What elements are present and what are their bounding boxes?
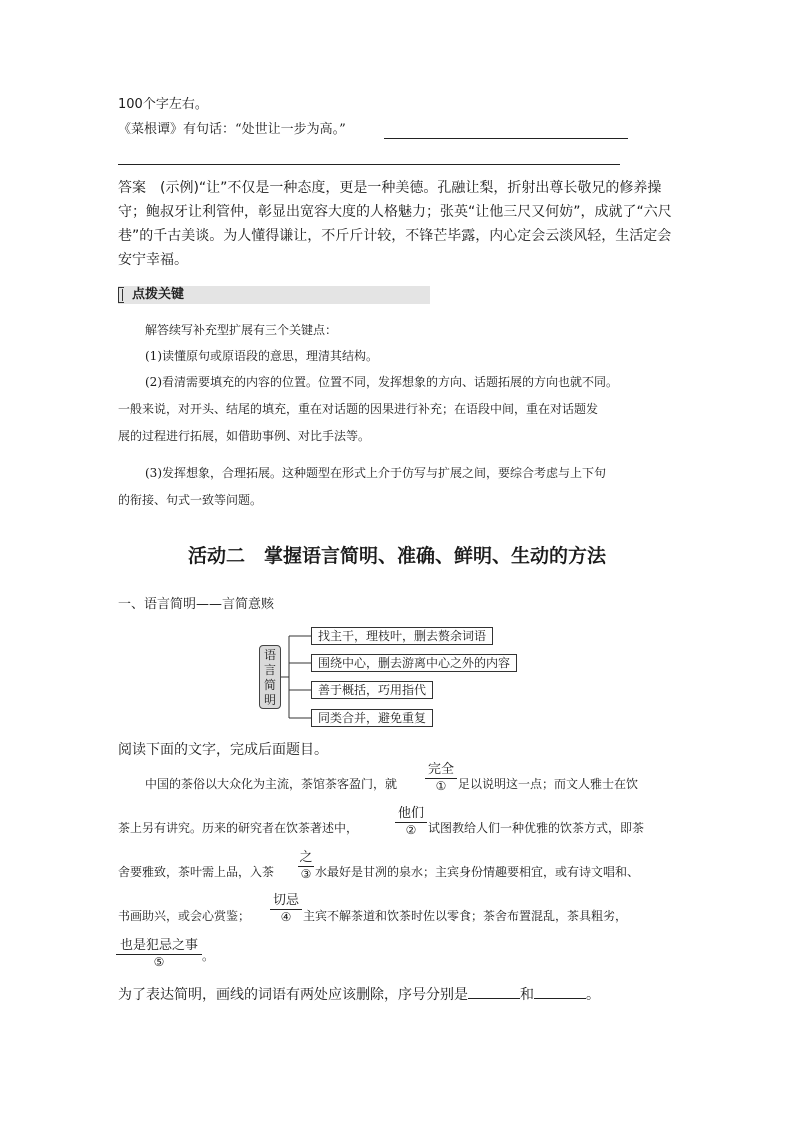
passage-line: 水最好是甘冽的泉水；主宾身份情趣要相宜，或有诗文唱和、 [315,865,640,879]
activity-heading: 活动二 掌握语言简明、准确、鲜明、生动的方法 [187,545,606,567]
underlined-word [395,806,427,838]
question [118,984,600,1005]
tip-2c: 展的过程进行拓展，如借助事例、对比手法等。 [118,429,371,443]
word-number: ⑤ [153,955,165,969]
underlined-word-text: 他们 [395,806,427,823]
diagram-center-box [259,645,281,709]
word-number: ② [405,823,417,837]
underlined-word-text: 之 [299,850,313,865]
tip-3a: (3)发挥想象，合理拓展。这种题型在形式上介于仿写与扩展之间，要综合考虑与上下句 [145,466,607,480]
answer-blank-2[interactable] [534,984,586,999]
passage-line: 试图教给人们一种优雅的饮茶方式，即茶 [428,821,645,835]
passage-end: 。 [202,949,215,963]
word-number: ① [435,779,447,793]
word-number: ③ [300,867,312,881]
quote-line: 《菜根谭》有句话：“处世让一步为高。” [118,122,346,137]
sub-heading: 一、语言简明——言简意赅 [118,597,275,612]
passage-line: 书画助兴，或会心赏鉴； [118,909,251,923]
passage-line: 舍要雅致，茶叶需上品，入茶 [118,865,275,879]
underlined-word [425,762,457,794]
diagram-center-char: 言 [263,663,276,677]
continued-text: 100个字左右。 [118,97,208,112]
question-text: 为了表达简明，画线的词语有两处应该删除，序号分别是 [118,987,468,1003]
diagram-connectors [281,630,311,724]
tip-1: (1)读懂原句或原语段的意思，理清其结构。 [145,349,378,363]
word-number: ④ [280,910,292,924]
tip-2a: (2)看清需要填充的内容的位置。位置不同，发挥想象的方向、话题拓展的方向也就不同。 [145,375,619,389]
passage-line: 足以说明这一点；而文人雅士在饮 [458,777,639,791]
instruction: 阅读下面的文字，完成后面题目。 [118,742,328,758]
underlined-word-text: 也是犯忌之事 [116,938,202,955]
tip-3b: 的衔接、句式一致等问题。 [118,493,263,507]
section-label: 点拨关键 [132,287,185,302]
diagram-center-char: 语 [263,648,276,662]
diagram-center-char: 明 [263,693,276,707]
answer-blank-1[interactable] [468,984,520,999]
answer-line: 守；鲍叔牙让利管仲，彰显出宽容大度的人格魅力；张英“让他三尺又何妨”，成就了“六尺 [118,204,672,220]
underlined-word [270,893,302,925]
answer-blank-line [384,138,628,139]
passage-line: 中国的茶俗以大众化为主流，茶馆茶客盈门，就 [145,777,398,791]
passage-line: 茶上另有讲究。历来的研究者在饮茶著述中， [118,821,359,835]
answer-line: 巷”的千古美谈。为人懂得谦让，不斤斤计较，不锋芒毕露，内心定会云淡风轻，生活定会 [118,228,672,244]
tip-2b: 一般来说，对开头、结尾的填充，重在对话题的因果进行补充；在语段中间，重在对话题发 [118,402,599,416]
passage-line: 主宾不解茶道和饮茶时佐以零食；茶舍布置混乱，茶具粗劣， [303,909,628,923]
underlined-word [298,850,314,882]
diagram-item: 找主干，理枝叶，删去赘余词语 [311,627,493,645]
answer-line: 答案 (示例)“让”不仅是一种态度，更是一种美德。孔融让梨，折射出尊长敬兄的修养操 [118,180,662,196]
bracket-icon [122,289,127,301]
question-text: 。 [586,987,600,1003]
answer-line: 安宁幸福。 [118,252,188,268]
answer-block [118,176,672,272]
diagram-center-char: 简 [263,678,276,692]
underlined-word-text: 完全 [425,762,457,779]
diagram-item: 善于概括，巧用指代 [311,681,433,699]
underlined-word-text: 切忌 [270,893,302,910]
question-text: 和 [520,987,534,1003]
tips-intro: 解答续写补充型扩展有三个关键点： [145,323,338,337]
section-label-bar [118,286,430,304]
answer-blank-line [118,164,620,165]
diagram-item: 同类合并，避免重复 [311,709,433,727]
underlined-word [116,938,202,970]
diagram-item: 围绕中心，删去游离中心之外的内容 [311,654,517,672]
